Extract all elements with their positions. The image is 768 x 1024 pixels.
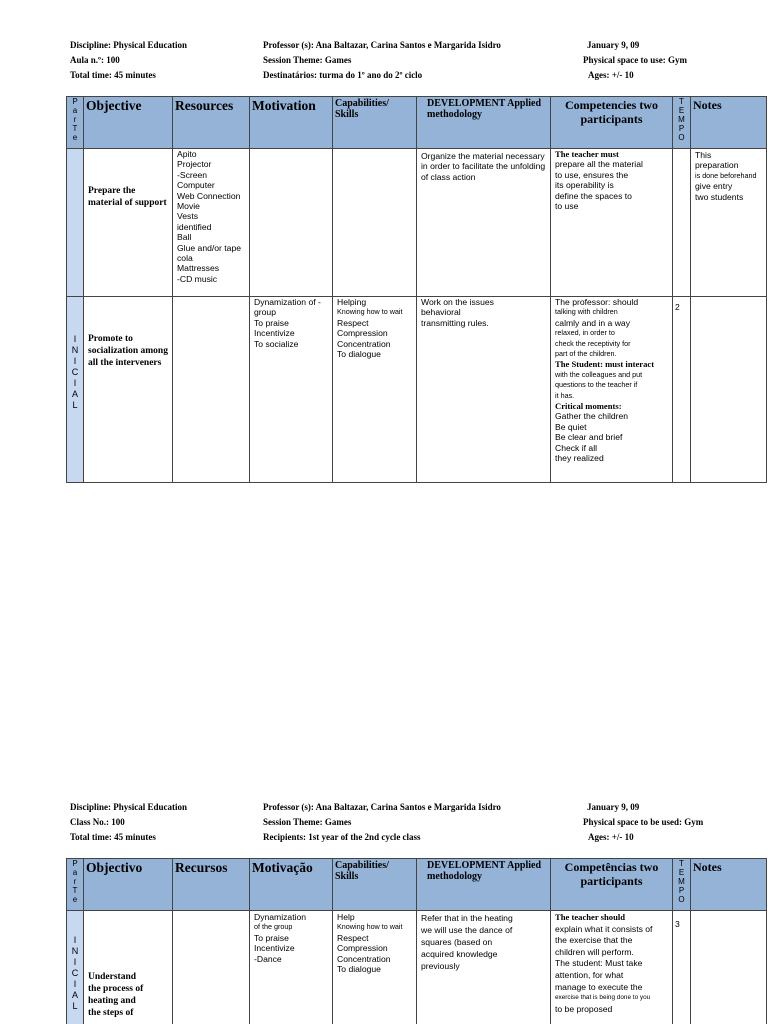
part-header	[67, 97, 84, 149]
capabilities-header: Capabilities/ Skills	[335, 860, 389, 882]
development-header: DEVELOPMENT Applied methodology	[427, 98, 542, 120]
header-left	[70, 38, 187, 83]
competencies-cell: The professor: should talking with children calmly and in a way relaxed, in order to check the receptivity for part of the children. The Student: must interact with the colleagues and put questions to the teacher if it has. Critical moments: Gather the children Be quiet Be clear and brief Check if all they realized	[555, 297, 655, 464]
tempo-header	[673, 859, 691, 911]
table-row	[67, 911, 767, 1024]
date-text: January 9, 09	[587, 40, 640, 50]
competencies-header: Competências two participants	[564, 860, 659, 888]
motivation-cell: Dynamization of - group To praise Incentivize To socialize	[254, 297, 321, 349]
ages-text: Ages: +/- 10	[588, 70, 634, 80]
notes-cell	[691, 297, 767, 483]
notes-header: Notes	[693, 860, 722, 874]
competencies-cell: The teacher must prepare all the material to use, ensures the its operability is define the spaces to to use	[555, 149, 643, 212]
recipients-text: Recipients: 1st year of the 2nd cycle class	[263, 832, 421, 842]
objective-cell: Promote to socialization among all the interveners	[88, 334, 168, 368]
objective-header: Objective	[86, 98, 142, 113]
development-cell: Refer that in the heating we will use the dance of squares (based on acquired knowledge previously	[421, 913, 513, 971]
table-row	[67, 149, 767, 297]
objective-header: Objectivo	[86, 860, 143, 875]
resources-cell	[173, 297, 250, 483]
tempo-vertical-label: T E M P O	[678, 97, 685, 142]
discipline-text: Discipline: Physical Education	[70, 40, 188, 50]
initial-vertical-label: I N I C I A L	[71, 334, 79, 410]
notes-cell: This preparation is done beforehand give entry two students	[695, 150, 757, 202]
physical-space-text: Physical space to be used: Gym	[583, 817, 704, 827]
competencies-header: Competencies two participants	[565, 98, 658, 126]
resources-header: Recursos	[175, 860, 228, 875]
header-middle	[263, 38, 501, 83]
table-row	[67, 297, 767, 483]
ages-text: Ages: +/- 10	[588, 832, 634, 842]
date-text: January 9, 09	[587, 802, 640, 812]
objective-cell: Prepare the material of support	[88, 186, 167, 208]
session-theme-text: Session Theme: Games	[263, 817, 352, 827]
motivation-cell: Dynamization of the group To praise Incentivize -Dance	[254, 912, 307, 964]
tempo-cell	[673, 149, 691, 297]
header-right	[583, 800, 703, 845]
lesson-number-text: Class No.: 100	[70, 817, 125, 827]
competencies-cell: The teacher should explain what it consists of the exercise that the children will perform. The student: Must take attention, for what manage to execute the exercise that is being done to you to be proposed	[555, 912, 653, 1014]
development-header: DEVELOPMENT Applied methodology	[427, 860, 542, 882]
section-cell	[67, 297, 84, 483]
resources-cell	[173, 911, 250, 1024]
tempo-cell: 2	[675, 302, 680, 312]
tempo-cell: 3	[675, 919, 680, 929]
development-cell: Work on the issues behavioral transmitting rules.	[421, 297, 494, 328]
initial-vertical-label: I N I C I A L	[71, 935, 79, 1011]
session-theme-text: Session Theme: Games	[263, 55, 352, 65]
lesson-plan-table	[66, 858, 767, 1024]
professor-text: Professor (s): Ana Baltazar, Carina Santos e Margarida Isidro	[263, 802, 501, 812]
table-header-row	[67, 97, 767, 149]
tempo-vertical-label: T E M P O	[678, 859, 685, 904]
lesson-plan-table	[66, 96, 767, 483]
part-header	[67, 859, 84, 911]
motivation-header: Motivation	[252, 98, 316, 113]
total-time-text: Total time: 45 minutes	[70, 70, 156, 80]
section-cell	[67, 911, 84, 1024]
header-middle	[263, 800, 501, 845]
objective-cell: Understand the process of heating and the steps of	[88, 972, 144, 1018]
lesson-number-text: Aula n.º: 100	[70, 55, 120, 65]
discipline-text: Discipline: Physical Education	[70, 802, 188, 812]
part-cell	[67, 149, 84, 297]
table-header-row	[67, 859, 767, 911]
part-vertical-label: P a r T e	[72, 97, 78, 142]
resources-list: Apito Projector -Screen Computer Web Connection Movie Vests identified Ball Glue and/or tape cola Mattresses -CD music	[177, 149, 242, 284]
motivation-header: Motivação	[252, 860, 313, 875]
physical-space-text: Physical space to use: Gym	[583, 55, 687, 65]
resources-header: Resources	[175, 98, 234, 113]
notes-cell	[691, 911, 767, 1024]
development-cell: Organize the material necessary in order to facilitate the unfolding of class action	[421, 151, 546, 182]
notes-header: Notes	[693, 98, 722, 112]
skills-cell: Help Knowing how to wait Respect Compression Concentration To dialogue	[337, 912, 403, 975]
capabilities-header: Capabilities/ Skills	[335, 98, 389, 120]
total-time-text: Total time: 45 minutes	[70, 832, 156, 842]
tempo-header	[673, 97, 691, 149]
skills-cell: Helping Knowing how to wait Respect Compression Concentration To dialogue	[337, 297, 403, 360]
header-left	[70, 800, 187, 845]
motivation-cell	[250, 149, 333, 297]
professor-text: Professor (s): Ana Baltazar, Carina Santos e Margarida Isidro	[263, 40, 501, 50]
skills-cell	[333, 149, 417, 297]
recipients-text: Destinatários: turma do 1º ano do 2º ciclo	[263, 70, 423, 80]
part-vertical-label: P a r T e	[72, 859, 78, 904]
header-right	[583, 38, 687, 83]
